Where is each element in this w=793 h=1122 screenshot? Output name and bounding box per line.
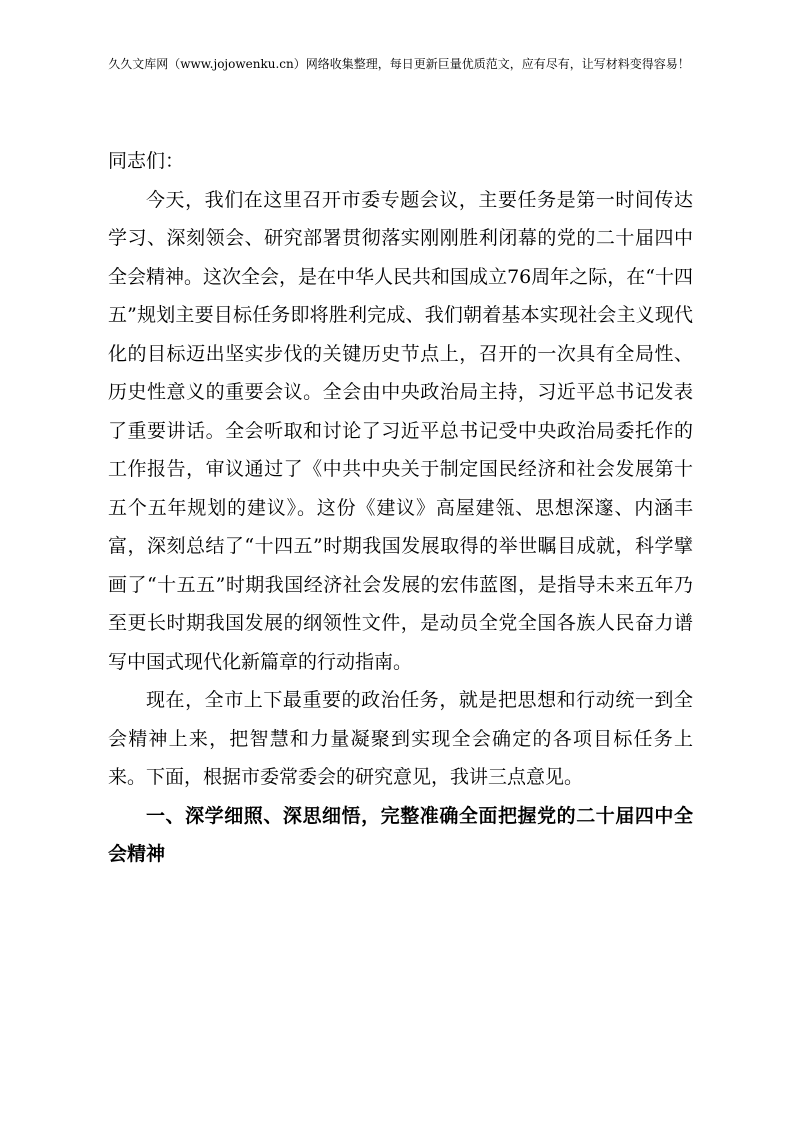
page-header: 久久文库网（www.jojowenku.cn）网络收集整理，每日更新巨量优质范文，应有尽有，让写材料变得容易！ — [108, 57, 690, 71]
salutation: 同志们： — [108, 150, 185, 172]
body-paragraph: 现在，全市上下最重要的政治任务，就是把思想和行动统一到全会精神上来，把智慧和力量凝聚到实现全会确定的各项目标任务上来。下面，根据市委常委会的研究意见，我讲三点意见。 — [108, 689, 693, 788]
section-heading: 一、深学细照、深思细悟，完整准确全面把握党的二十届四中全会精神 — [108, 804, 693, 865]
document-body — [108, 142, 693, 874]
body-paragraph: 今天，我们在这里召开市委专题会议，主要任务是第一时间传达学习、深刻领会、研究部署贯彻落实刚刚胜利闭幕的党的二十届四中全会精神。这次全会，是在中华人民共和国成立76周年之际，在“十四五”规划主要目标任务即将胜利完成、我们朝着基本实现社会主义现代化的目标迈出坚实步伐的关键历史节点上，召开的一次具有全局性、历史性意义的重要会议。全会由中央政治局主持，习近平总书记发表了重要讲话。全会听取和讨论了习近平总书记受中央政治局委托作的工作报告，审议通过了《中共中央关于制定国民经济和社会发展第十五个五年规划的建议》。这份《建议》高屋建瓴、思想深邃、内涵丰富，深刻总结了“十四五”时期我国发展取得的举世瞩目成就，科学擘画了“十五五”时期我国经济社会发展的宏伟蓝图，是指导未来五年乃至更长时期我国发展的纲领性文件，是动员全党全国各族人民奋力谱写中国式现代化新篇章的行动指南。 — [108, 188, 693, 673]
